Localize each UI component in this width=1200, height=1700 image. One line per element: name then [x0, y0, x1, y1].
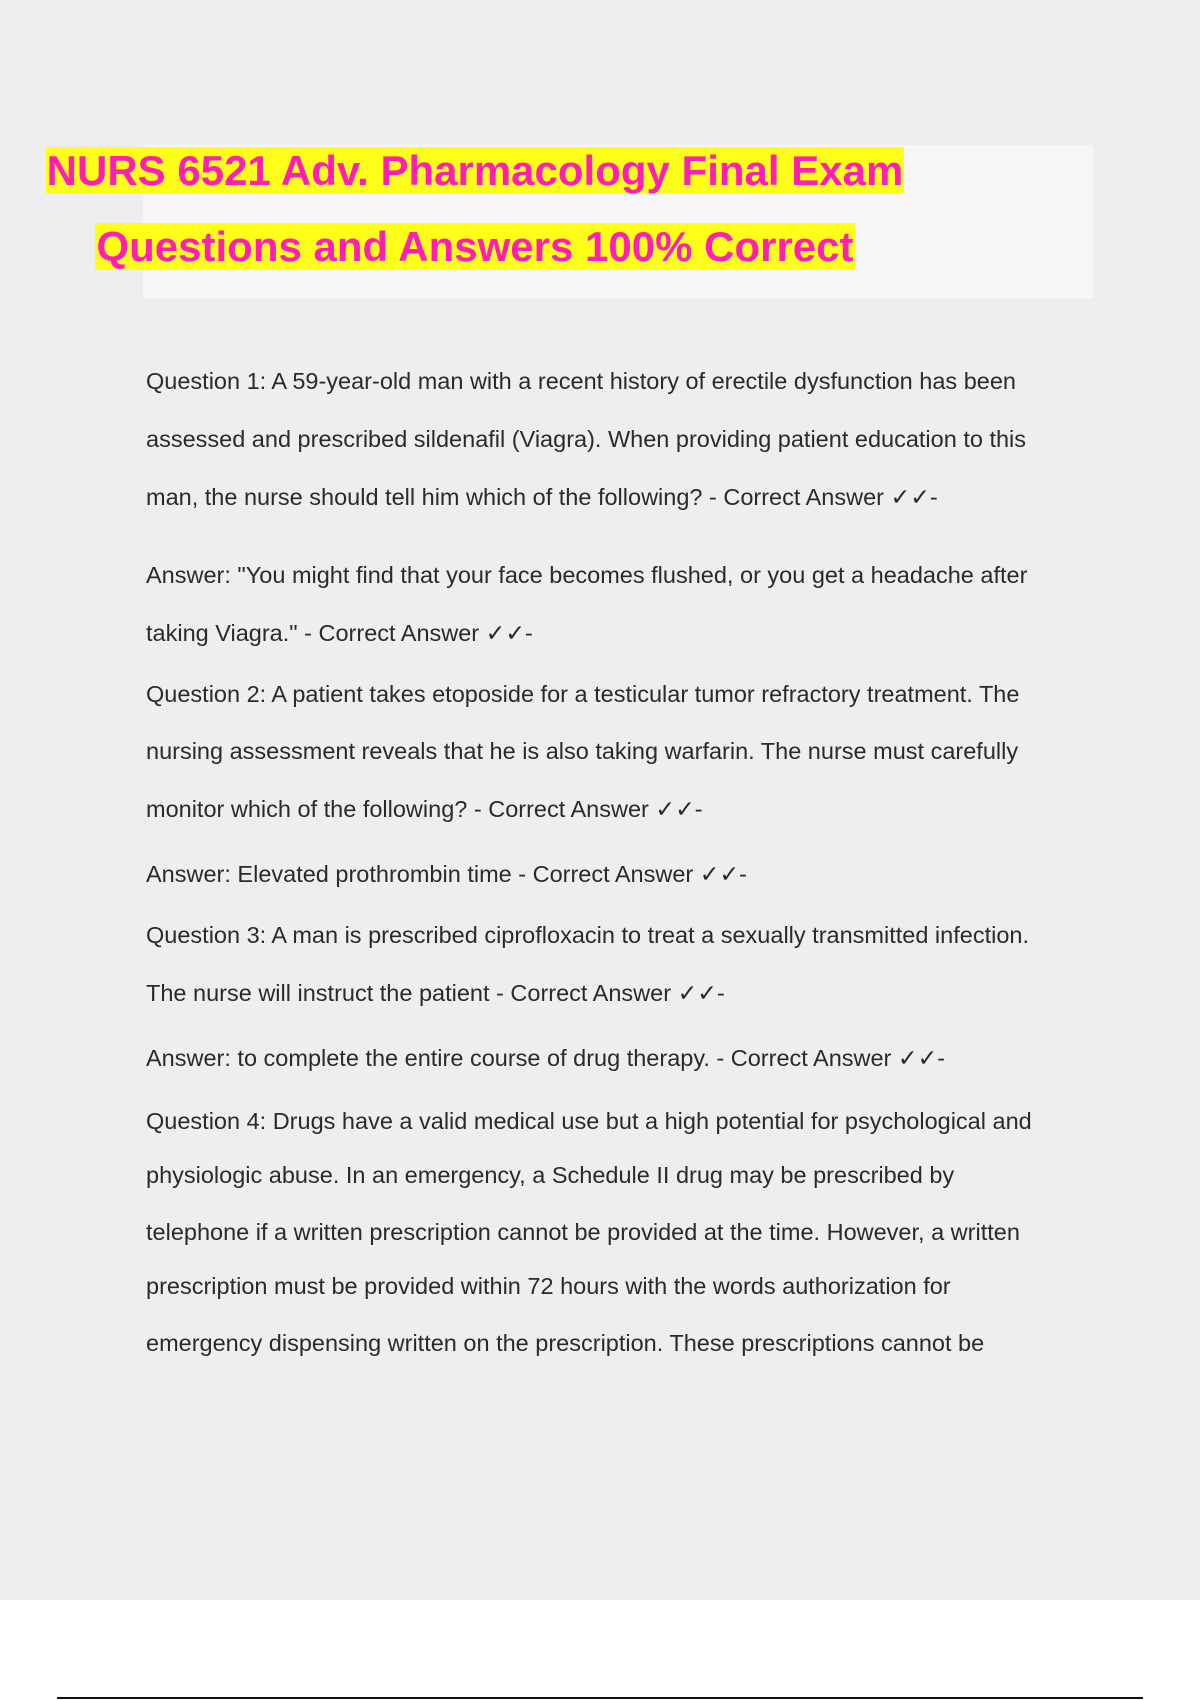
- question-4-line-4: prescription must be provided within 72 hours with the words authorization for: [146, 1273, 951, 1299]
- question-4-line-2: physiologic abuse. In an emergency, a Schedule II drug may be prescribed by: [146, 1162, 955, 1188]
- question-1-line-3: man, the nurse should tell him which of the following? - Correct Answer ✓✓-: [146, 484, 938, 510]
- bottom-divider: [57, 1697, 1143, 1699]
- question-4-line-5: emergency dispensing written on the prescription. These prescriptions cannot be: [146, 1330, 985, 1356]
- question-2-line-3: monitor which of the following? - Correct Answer ✓✓-: [146, 796, 703, 822]
- title-text-1: NURS 6521 Adv. Pharmacology Final Exam: [46, 147, 904, 194]
- document-title-line-2: [0, 222, 950, 272]
- question-1-line-1: Question 1: A 59-year-old man with a recent history of erectile dysfunction has been: [146, 368, 1016, 394]
- question-4-line-3: telephone if a written prescription cannot be provided at the time. However, a written: [146, 1219, 1020, 1245]
- title-text-2: Questions and Answers 100% Correct: [96, 223, 854, 270]
- answer-2-line-1: Answer: Elevated prothrombin time - Correct Answer ✓✓-: [146, 861, 747, 887]
- answer-3-line-1: Answer: to complete the entire course of drug therapy. - Correct Answer ✓✓-: [146, 1045, 946, 1071]
- document-title-line-1: [0, 146, 950, 196]
- question-2-line-2: nursing assessment reveals that he is also taking warfarin. The nurse must carefully: [146, 738, 1019, 764]
- question-3-line-2: The nurse will instruct the patient - Correct Answer ✓✓-: [146, 980, 725, 1006]
- answer-1-line-2: taking Viagra." - Correct Answer ✓✓-: [146, 620, 533, 646]
- question-1-line-2: assessed and prescribed sildenafil (Viagra). When providing patient education to this: [146, 426, 1027, 452]
- question-4-line-1: Question 4: Drugs have a valid medical use but a high potential for psychological and: [146, 1108, 1032, 1134]
- question-2-line-1: Question 2: A patient takes etoposide for a testicular tumor refractory treatment. The: [146, 681, 1020, 707]
- answer-1-line-1: Answer: "You might find that your face becomes flushed, or you get a headache after: [146, 562, 1028, 588]
- question-3-line-1: Question 3: A man is prescribed ciprofloxacin to treat a sexually transmitted infection.: [146, 922, 1029, 948]
